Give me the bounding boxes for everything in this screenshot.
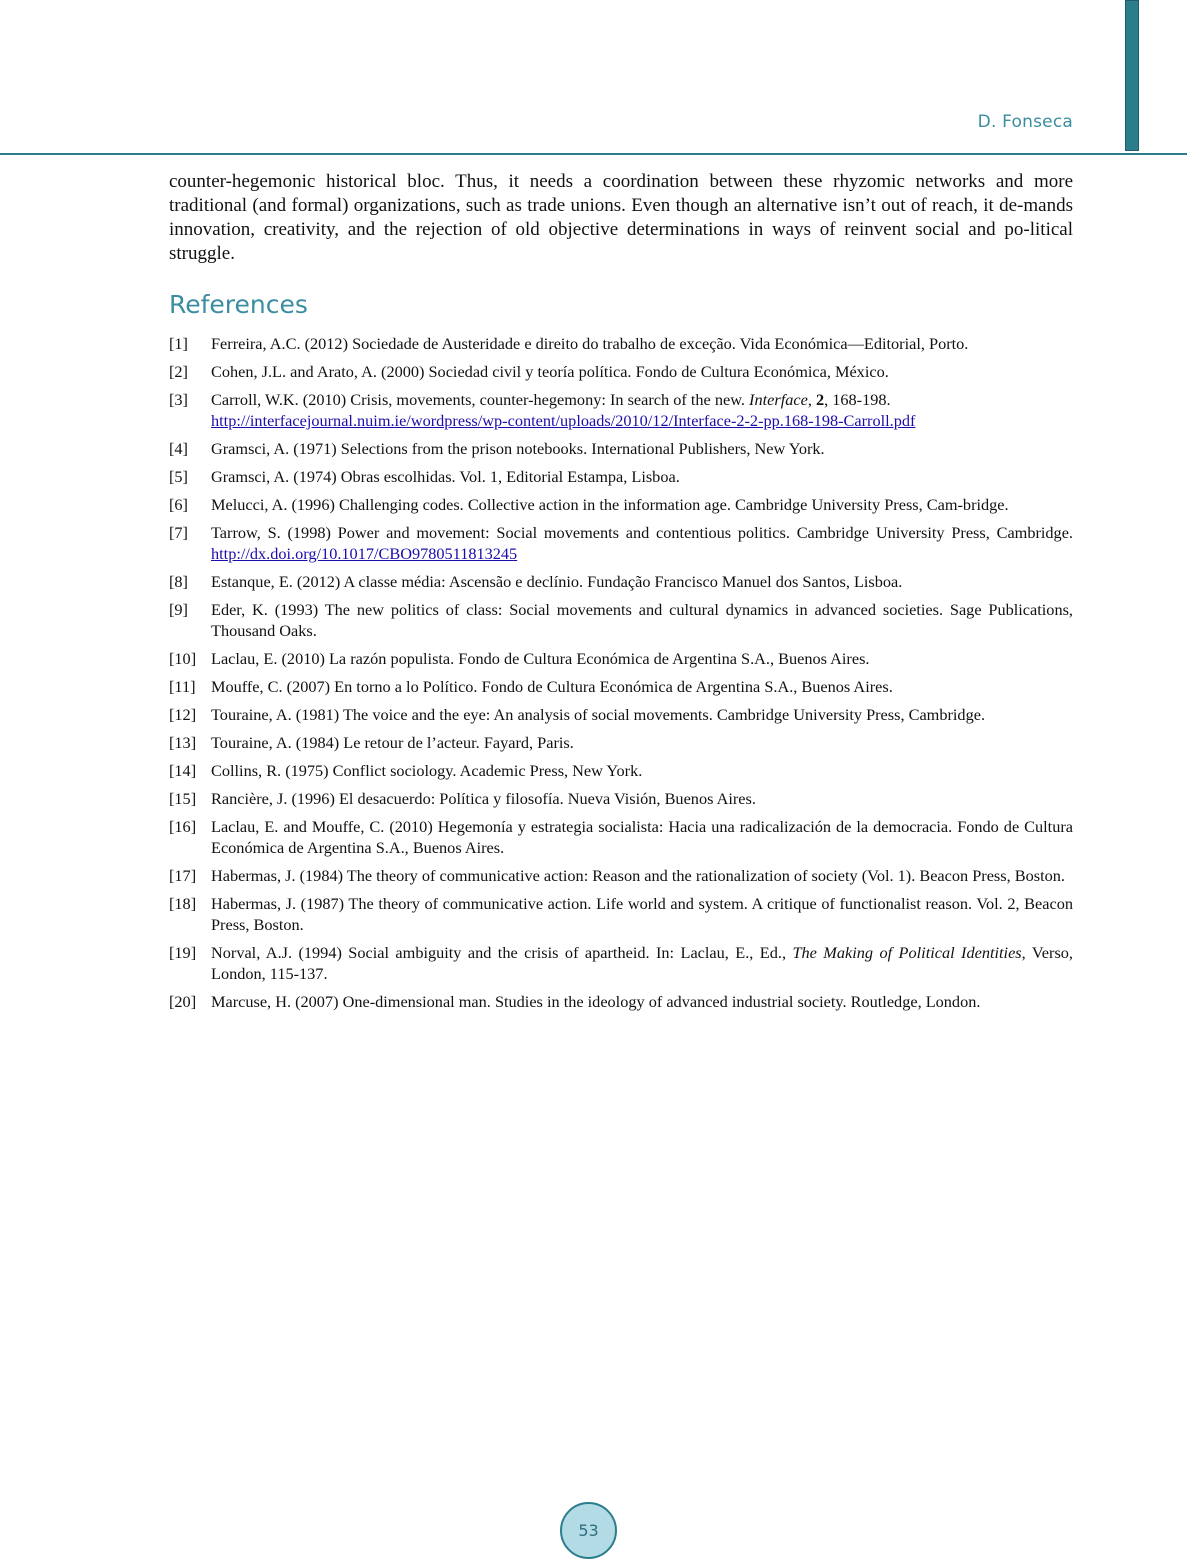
reference-text: Eder, K. (1993) The new politics of class: Social movements and cultural dynamics in advanced societies. Sage Publications, Thousand Oaks.: [211, 600, 1073, 640]
reference-text: Ferreira, A.C. (2012) Sociedade de Austeridade e direito do trabalho de exceção. Vida Económica—Editorial, Porto.: [211, 334, 969, 353]
header-divider: [0, 153, 1187, 155]
reference-item: [169, 438, 1073, 459]
reference-separator: ,: [807, 390, 816, 409]
reference-item: [169, 599, 1073, 641]
reference-item: [169, 361, 1073, 382]
page-content: [169, 170, 1073, 1019]
reference-number: [4]: [169, 439, 188, 458]
reference-item: [169, 389, 1073, 431]
reference-number: [3]: [169, 390, 188, 409]
book-title: The Making of Political Identities: [792, 943, 1022, 962]
reference-text: Habermas, J. (1987) The theory of communicative action. Life world and system. A critique of functionalist reason. Vol. 2, Beacon Press, Boston.: [211, 894, 1073, 934]
reference-text-part: Norval, A.J. (1994) Social ambiguity and the crisis of apartheid. In: Laclau, E., Ed.,: [211, 943, 793, 962]
reference-number: [8]: [169, 572, 188, 591]
volume-number: 2: [815, 390, 825, 409]
reference-text: Touraine, A. (1984) Le retour de l’acteur. Fayard, Paris.: [211, 733, 574, 752]
reference-item: [169, 333, 1073, 354]
reference-number: [9]: [169, 600, 188, 619]
reference-item: [169, 676, 1073, 697]
reference-number: [18]: [169, 894, 197, 913]
reference-number: [17]: [169, 866, 197, 885]
reference-number: [16]: [169, 817, 197, 836]
reference-text: Melucci, A. (1996) Challenging codes. Collective action in the information age. Cambridge University Press, Cam-bridge.: [211, 495, 1009, 514]
reference-number: [12]: [169, 705, 197, 724]
reference-item: [169, 732, 1073, 753]
reference-item: [169, 893, 1073, 935]
reference-number: [11]: [169, 677, 196, 696]
reference-pages: , 168-198.: [824, 390, 891, 409]
reference-number: [6]: [169, 495, 188, 514]
reference-number: [15]: [169, 789, 197, 808]
reference-item: [169, 865, 1073, 886]
reference-text: Habermas, J. (1984) The theory of communicative action: Reason and the rationalization of society (Vol. 1). Beacon Press, Boston.: [211, 866, 1065, 885]
reference-text: Mouffe, C. (2007) En torno a lo Político. Fondo de Cultura Económica de Argentina S.A., Buenos Aires.: [211, 677, 893, 696]
reference-text: Marcuse, H. (2007) One-dimensional man. Studies in the ideology of advanced industrial society. Routledge, London.: [211, 992, 981, 1011]
reference-number: [20]: [169, 992, 197, 1011]
reference-text: [211, 522, 1073, 564]
reference-text: Gramsci, A. (1971) Selections from the prison notebooks. International Publishers, New York.: [211, 439, 825, 458]
reference-link[interactable]: http://dx.doi.org/10.1017/CBO9780511813245: [211, 544, 518, 563]
reference-number: [10]: [169, 649, 197, 668]
reference-text: Cohen, J.L. and Arato, A. (2000) Sociedad civil y teoría política. Fondo de Cultura Económica, México.: [211, 362, 889, 381]
reference-text-part: Carroll, W.K. (2010) Crisis, movements, counter-hegemony: In search of the new.: [211, 390, 750, 409]
reference-number: [19]: [169, 943, 197, 962]
page-number: 53: [578, 1521, 599, 1540]
reference-text-part: Tarrow, S. (1998) Power and movement: Social movements and contentious politics. Cambridge University Press, Cambridge.: [211, 523, 1073, 542]
reference-text: Collins, R. (1975) Conflict sociology. Academic Press, New York.: [211, 761, 643, 780]
reference-item: [169, 942, 1073, 984]
reference-text: Laclau, E. (2010) La razón populista. Fondo de Cultura Económica de Argentina S.A., Buenos Aires.: [211, 649, 870, 668]
reference-text: Rancière, J. (1996) El desacuerdo: Política y filosofía. Nueva Visión, Buenos Aires.: [211, 789, 756, 808]
reference-number: [14]: [169, 761, 197, 780]
reference-item: [169, 760, 1073, 781]
reference-link[interactable]: http://interfacejournal.nuim.ie/wordpress/wp-content/uploads/2010/12/Interface-2-2-pp.168-198-Carroll.pdf: [211, 411, 916, 430]
reference-text: [211, 942, 1073, 984]
journal-title: Interface: [749, 390, 808, 409]
running-header-author: D. Fonseca: [977, 112, 1073, 132]
reference-item: [169, 991, 1073, 1012]
page-number-badge: [560, 1502, 617, 1559]
reference-item: [169, 466, 1073, 487]
reference-item: [169, 494, 1073, 515]
reference-text: [211, 389, 1073, 431]
reference-list: [169, 333, 1073, 1012]
header-accent-bar: [1125, 0, 1139, 151]
reference-item: [169, 648, 1073, 669]
reference-item: [169, 704, 1073, 725]
reference-item: [169, 816, 1073, 858]
reference-number: [5]: [169, 467, 188, 486]
references-heading: References: [169, 290, 308, 319]
reference-text: Estanque, E. (2012) A classe média: Ascensão e declínio. Fundação Francisco Manuel dos Santos, Lisboa.: [211, 572, 903, 591]
reference-text: Touraine, A. (1981) The voice and the eye: An analysis of social movements. Cambridge University Press, Cambridge.: [211, 705, 986, 724]
reference-number: [13]: [169, 733, 197, 752]
reference-number: [7]: [169, 523, 188, 542]
reference-item: [169, 788, 1073, 809]
reference-item: [169, 522, 1073, 564]
reference-number: [1]: [169, 334, 188, 353]
reference-text: Gramsci, A. (1974) Obras escolhidas. Vol. 1, Editorial Estampa, Lisboa.: [211, 467, 680, 486]
reference-number: [2]: [169, 362, 188, 381]
reference-text-part: , Verso, London, 115-137.: [211, 943, 1073, 983]
reference-item: [169, 571, 1073, 592]
reference-text: Laclau, E. and Mouffe, C. (2010) Hegemonía y estrategia socialista: Hacia una radicalización de la democracia. Fondo de Cultura Económica de Argentina S.A., Buenos Aires.: [211, 817, 1073, 857]
body-paragraph: counter-hegemonic historical bloc. Thus, it needs a coordination between these rhyzomic networks and more traditional (and formal) organizations, such as trade unions. Even though an alternative isn’t out of reach, it de-mands innovation, creativity, and the rejection of old objective determinations in ways of reinvent social and po-litical struggle.: [169, 171, 1073, 264]
